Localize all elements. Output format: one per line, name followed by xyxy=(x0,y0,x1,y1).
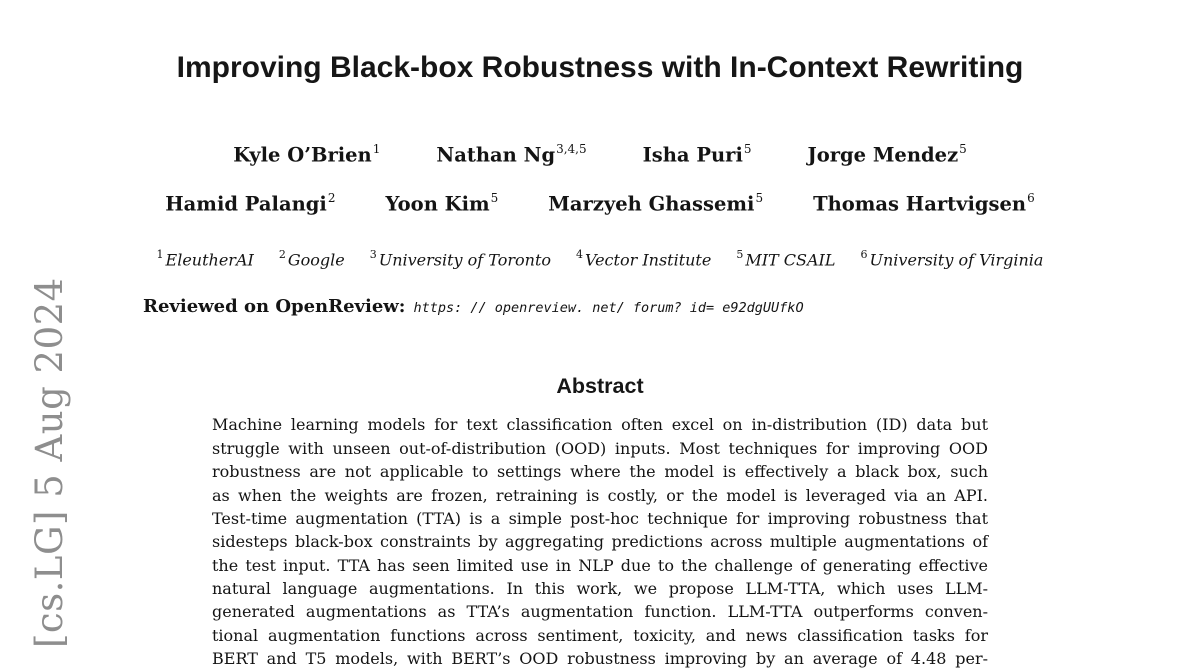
author-name xyxy=(233,138,380,168)
authors-row-1 xyxy=(143,138,1057,168)
paper-content xyxy=(143,0,1057,671)
author-name-text: Nathan Ng xyxy=(436,143,556,167)
affiliation-number: 2 xyxy=(278,248,286,261)
affiliation-number: 3 xyxy=(369,248,377,261)
paper-title: Improving Black-box Robustness with In-Context Rewriting xyxy=(176,51,1024,84)
openreview-label: Reviewed on OpenReview: xyxy=(143,296,406,318)
author-name-text: Yoon Kim xyxy=(385,192,490,215)
openreview-url-link[interactable]: https: // openreview. net/ forum? id= e92dgUUfkO xyxy=(413,300,804,317)
abstract-line: sidesteps black-box constraints by aggregating predictions across multiple augmentations of xyxy=(212,532,988,552)
affiliation-name: Vector Institute xyxy=(585,250,712,270)
affiliation-item xyxy=(576,246,711,270)
affiliation-number: 1 xyxy=(156,248,164,261)
author-affiliation-superscript: 5 xyxy=(743,142,752,156)
affiliation-item xyxy=(736,246,835,270)
affiliation-item xyxy=(370,246,551,270)
affiliation-number: 6 xyxy=(860,248,868,261)
abstract-line: generated augmentations as TTA’s augmentation function. LLM-TTA outperforms conven- xyxy=(212,602,988,622)
author-name xyxy=(385,187,498,217)
affiliation-name: MIT CSAIL xyxy=(745,250,836,270)
affiliation-name: University of Virginia xyxy=(869,250,1044,270)
authors-row-2 xyxy=(143,187,1057,217)
affiliation-name: EleutherAI xyxy=(165,250,254,270)
abstract-line: BERT and T5 models, with BERT’s OOD robustness improving by an average of 4.48 per- xyxy=(212,649,988,669)
abstract-heading: Abstract xyxy=(556,374,644,399)
author-name xyxy=(813,187,1035,217)
affiliation-number: 4 xyxy=(576,248,583,261)
author-name-text: Isha Puri xyxy=(642,143,743,167)
affiliations-line xyxy=(143,246,1057,270)
abstract-line: struggle with unseen out-of-distribution (OOD) inputs. Most techniques for improving OOD xyxy=(212,438,988,458)
author-name xyxy=(548,187,763,217)
author-affiliation-superscript: 2 xyxy=(327,190,336,205)
affiliation-name: University of Toronto xyxy=(378,250,551,270)
affiliation-number: 5 xyxy=(736,248,744,261)
affiliation-item xyxy=(279,246,345,270)
author-name xyxy=(436,138,586,168)
abstract-line: robustness are not applicable to settings where the model is effectively a black box, such xyxy=(212,462,988,482)
abstract-line: as when the weights are frozen, retraining is costly, or the model is leveraged via an API. xyxy=(212,485,988,505)
author-name-text: Jorge Mendez xyxy=(807,143,959,167)
abstract-line: tional augmentation functions across sentiment, toxicity, and news classification tasks for xyxy=(212,625,988,645)
abstract-body xyxy=(212,413,988,670)
affiliation-name: Google xyxy=(287,250,345,270)
author-name-text: Thomas Hartvigsen xyxy=(813,192,1027,215)
affiliation-item xyxy=(861,246,1044,270)
author-affiliation-superscript: 5 xyxy=(490,190,499,205)
affiliation-item xyxy=(157,246,254,270)
arxiv-category-date-banner: [cs.LG] 5 Aug 2024 xyxy=(28,277,71,648)
author-name-text: Marzyeh Ghassemi xyxy=(548,192,755,215)
author-affiliation-superscript: 5 xyxy=(755,190,764,205)
author-affiliation-superscript: 6 xyxy=(1027,190,1035,205)
abstract-line: natural language augmentations. In this work, we propose LLM-TTA, which uses LLM- xyxy=(212,579,988,599)
author-name xyxy=(808,138,967,168)
author-affiliation-superscript: 3,4,5 xyxy=(556,142,587,156)
author-name xyxy=(165,187,335,217)
author-name-text: Hamid Palangi xyxy=(165,192,327,215)
author-name xyxy=(643,138,752,168)
author-affiliation-superscript: 1 xyxy=(372,142,381,156)
author-name-text: Kyle O’Brien xyxy=(233,143,372,167)
abstract-line: the test input. TTA has seen limited use in NLP due to the challenge of generating effective xyxy=(212,555,988,575)
abstract-line: Machine learning models for text classification often excel on in-distribution (ID) data but xyxy=(212,415,988,435)
author-affiliation-superscript: 5 xyxy=(959,142,967,156)
openreview-line xyxy=(143,296,1057,319)
abstract-line: Test-time augmentation (TTA) is a simple post-hoc technique for improving robustness that xyxy=(212,508,988,528)
